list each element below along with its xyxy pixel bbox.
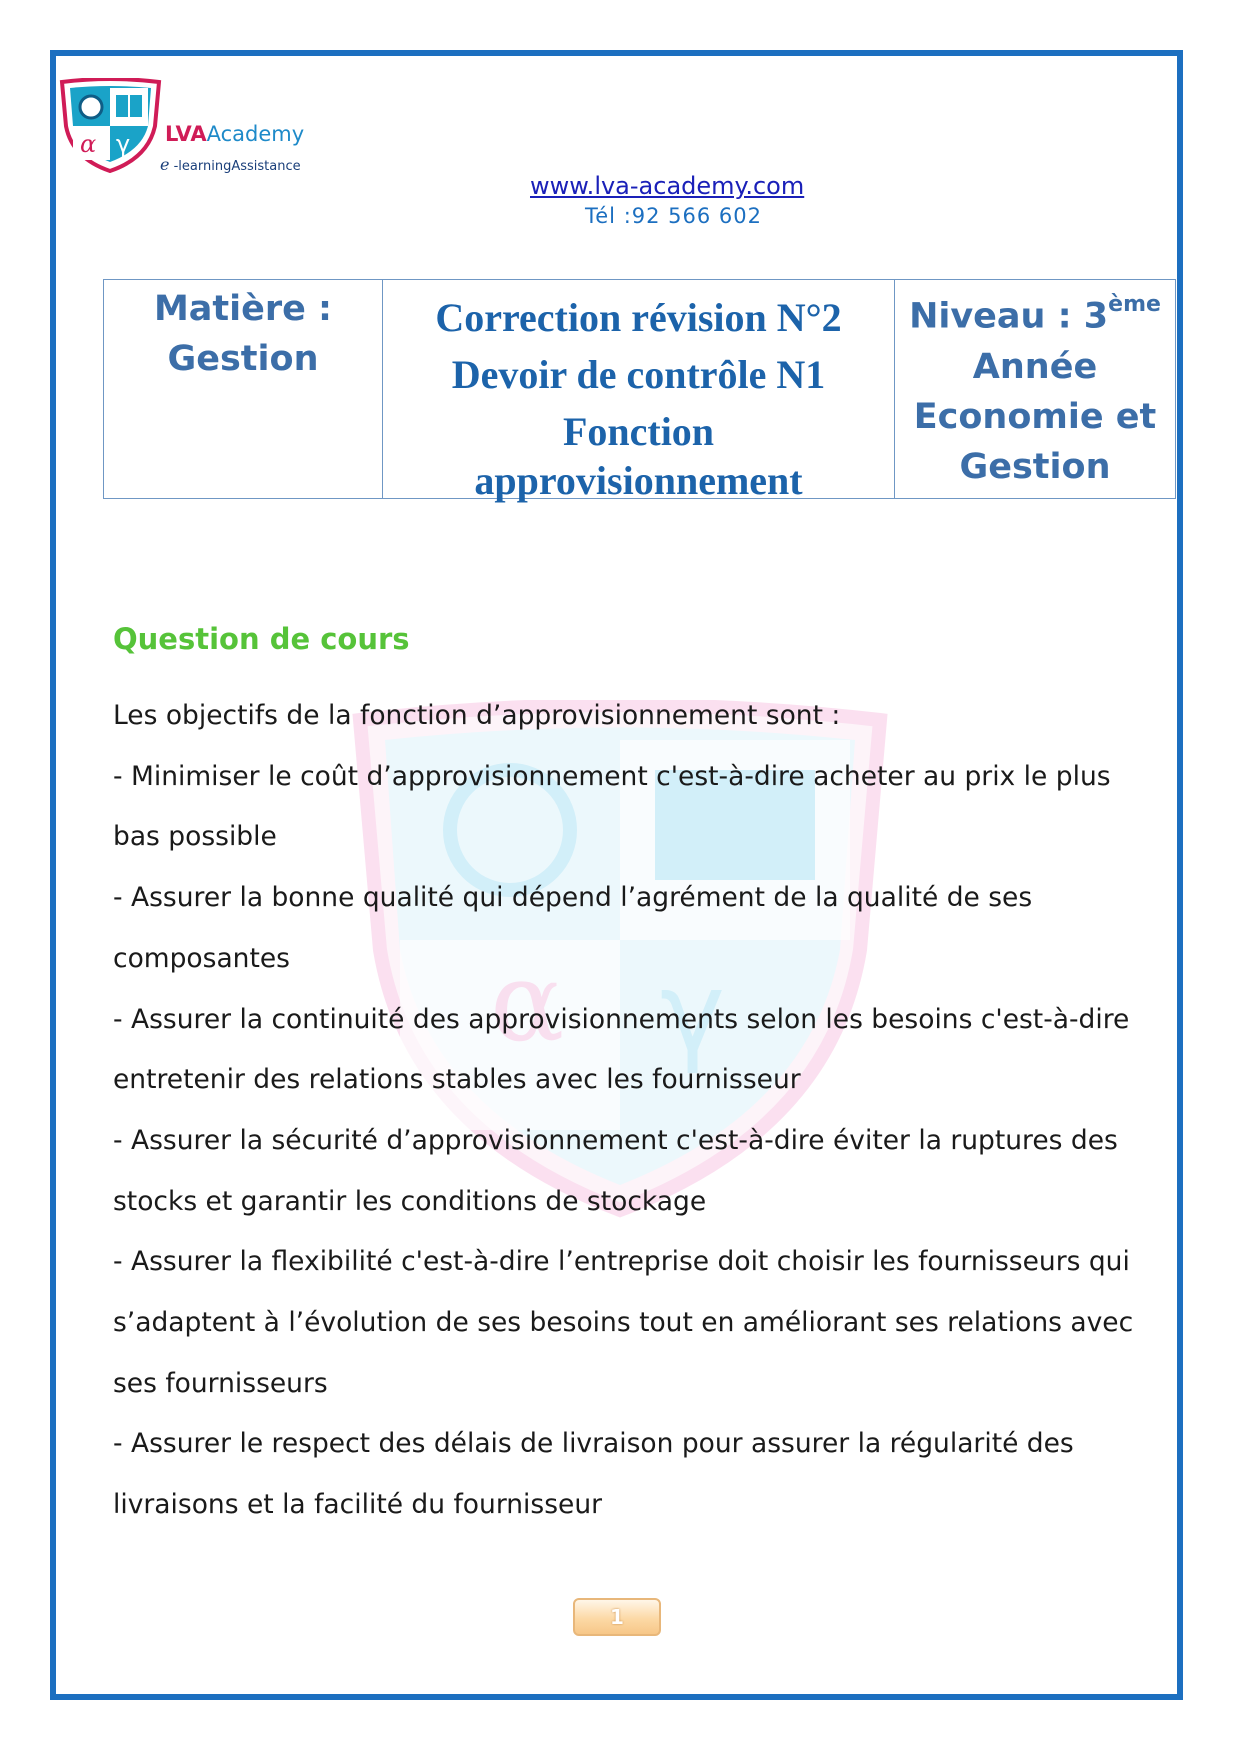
level-line-4: Gestion xyxy=(959,446,1111,487)
title-line-4-wrap xyxy=(383,460,894,502)
level-prefix: Niveau : 3 xyxy=(909,296,1109,337)
svg-text:α: α xyxy=(80,130,97,158)
objective-item: - Assurer la bonne qualité qui dépend l’agrément de la qualité de ses composantes xyxy=(113,882,1033,974)
level-superscript: ème xyxy=(1108,292,1161,317)
lva-academy-logo xyxy=(58,78,163,173)
subject-cell xyxy=(104,280,383,498)
svg-text:γ: γ xyxy=(116,130,131,158)
paragraph-intro: Les objectifs de la fonction d’approvisionnement sont : xyxy=(113,700,841,731)
objective-item: - Assurer la flexibilité c'est-à-dire l’entreprise doit choisir les fournisseurs qui s’adaptent à l’évolution de ses besoins tout en améliorant ses relations avec ses fournisseurs xyxy=(113,1246,1134,1399)
objective-item: - Assurer la continuité des approvisionnements selon les besoins c'est-à-dire entretenir des relations stables avec les fournisseur xyxy=(113,1003,1130,1096)
level-line-3: Economie et xyxy=(913,396,1157,437)
brand-prefix: LVA xyxy=(165,122,207,146)
tagline-rest: -learningAssistance xyxy=(169,159,301,174)
tagline-e: e xyxy=(160,155,170,174)
title-cell xyxy=(383,280,895,503)
objective-item: - Minimiser le coût d’approvisionnement c'est-à-dire acheter au prix le plus bas possible xyxy=(113,760,1111,853)
objective-item: - Assurer le respect des délais de livraison pour assurer la régularité des livraisons et la facilité du fournisseur xyxy=(113,1428,1074,1521)
objective-item: - Assurer la sécurité d’approvisionnement c'est-à-dire éviter la ruptures des stocks et garantir les conditions de stockage xyxy=(113,1124,1118,1217)
svg-text:α: α xyxy=(490,938,565,1066)
svg-text:γ: γ xyxy=(660,948,726,1076)
level-line-2: Année xyxy=(972,346,1098,387)
level-line-1 xyxy=(895,284,1175,342)
title-line-4: approvisionnement xyxy=(474,458,803,503)
brand-suffix: Academy xyxy=(206,122,305,146)
brand-tagline xyxy=(160,155,301,174)
section-title: Question de cours xyxy=(113,622,410,656)
level-cell xyxy=(895,280,1175,498)
info-table xyxy=(103,279,1176,503)
title-line-2: Devoir de contrôle N1 xyxy=(451,352,826,397)
title-line-1: Correction révision N°2 xyxy=(435,295,842,340)
body-text xyxy=(113,686,1163,1536)
brand-name xyxy=(165,122,304,146)
page-number: 1 xyxy=(573,1598,661,1636)
title-line-3: Fonction xyxy=(562,409,715,454)
subject-value: Gestion xyxy=(167,339,319,379)
website-link[interactable]: www.lva-academy.com xyxy=(530,172,805,200)
subject-label: Matière : xyxy=(153,289,333,329)
phone-number: Tél :92 566 602 xyxy=(585,204,763,228)
